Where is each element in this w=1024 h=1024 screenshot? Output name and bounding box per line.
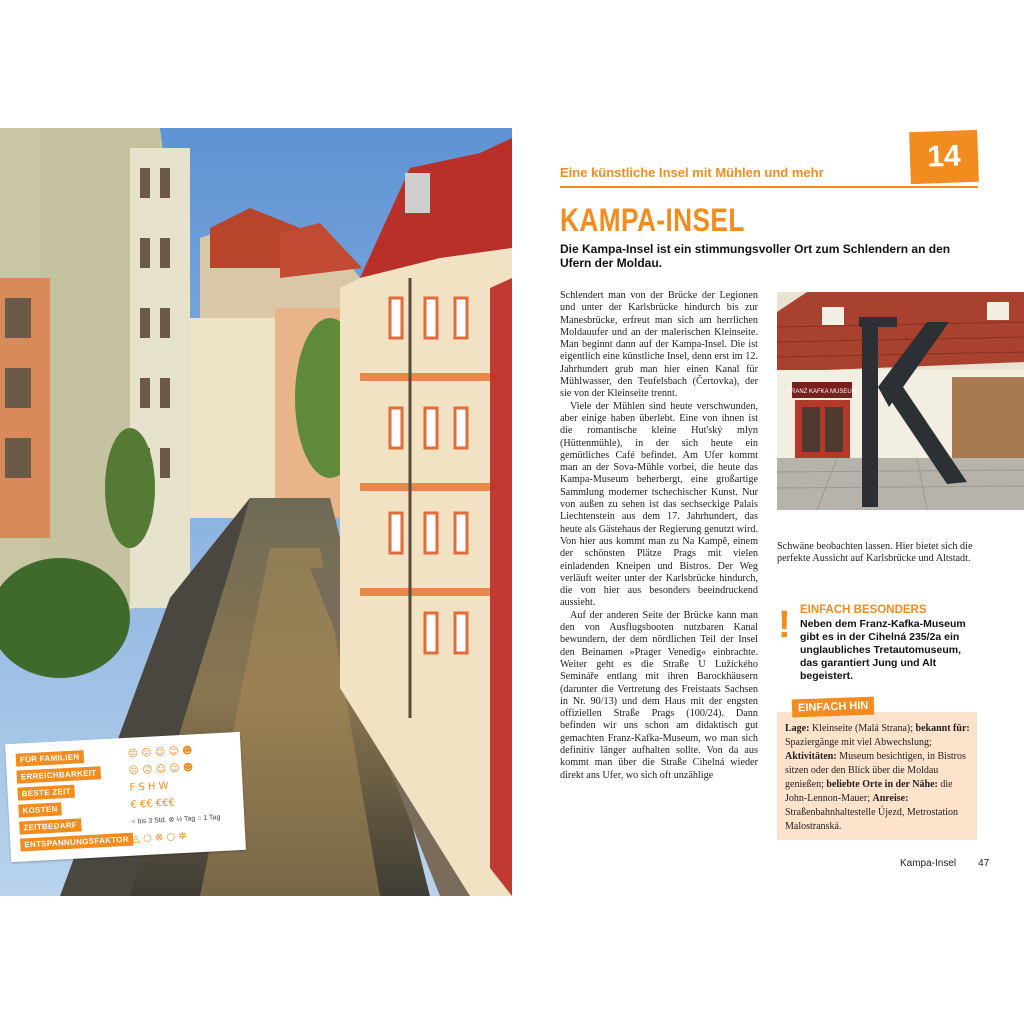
rating-row-time-needed: ○ bis 3 Std. ⊗ ½ Tag ○ 1 Tag (131, 814, 221, 826)
howto-label-activities: Aktivitäten: (785, 751, 837, 762)
rating-row-costs: € €€ €€€ (130, 797, 176, 811)
howto-label-known-for: bekannt für: (915, 723, 970, 734)
rating-values (127, 741, 221, 848)
howto-text-known-for: Spaziergänge mit viel Abwechslung; (785, 737, 932, 748)
rating-row-best-time: F S H W (129, 780, 169, 794)
howto-label-nearby: beliebte Orte in der Nähe: (826, 779, 938, 790)
kafka-museum-photo (777, 292, 1024, 510)
rating-label-families: FÜR FAMILIEN (16, 750, 84, 767)
tip-title: EINFACH BESONDERS (800, 604, 927, 616)
rating-row-families: ☹ ☹ ☺ ☺ ☻ (127, 745, 193, 760)
exclamation-icon: ! (778, 604, 791, 646)
body-column (560, 290, 758, 782)
lead-paragraph: Die Kampa-Insel ist ein stimmungsvoller Ort zum Schlendern an den Ufern der Moldau. (560, 242, 951, 270)
howto-tag: EINFACH HIN (792, 697, 875, 718)
howto-text-nearby: die John-Lennon-Mauer; (785, 779, 953, 804)
rating-label-relaxation: ENTSPANNUNGSFAKTOR (20, 833, 133, 852)
page-number: 47 (978, 858, 990, 869)
rating-row-reachability: ☹ ☹ ☺ ☺ ☻ (128, 762, 194, 777)
body-paragraph-2: Viele der Mühlen sind heute verschwunden, aber einige haben überlebt. Eine von ihnen ist die romantische kleine Hut'ský mlyn (Hüttenmühle), in der sich heute ein gemütliches Café befindet. Am Ufer kommt man an der Sova-Mühle vorbei, die heute das Kampa-Museum beherbergt, eine großartige Sammlung moderner tschechischer Kunst. Nur von außen zu sehen ist das sechseckige Palais Liechtenstein aus dem 17. Jahrhundert, das heute als Gästehaus der Regierung genutzt wird. Von hier aus kommt man zu Na Kampě, einem der schönsten Plätze Prags mit vielen einladenden Kneipen und Bistros. Der Weg verläuft weiter unter der Karlsbrücke hindurch, die von hier aus besonders beeindruckend aussieht. (560, 400, 758, 609)
body-paragraph-3: Auf der anderen Seite der Brücke kann man den von Ausflugsbooten nutzbaren Kanal bewundern, der dem nördlichen Teil der Insel den Beinamen »Prager Venedig« einbrachte. Weiter geht es die Straße U Lužického Semináře entlang mit ihren Barockhäusern (darunter die Vertretung des Freistaats Sachsen in Nr. 90/13) und dem Haus mit der engsten offiziellen Straße Prags (100/24). Dann befinden wir uns schon am didaktisch gut gemachten Franz-Kafka-Museum, wo man sich definitiv länger aufhalten sollte. Von da aus kommt man über die Straße Cihelná wieder direkt ans Ufer, wo sich oft unzählige (560, 609, 758, 781)
rating-labels (16, 748, 134, 856)
rating-label-best-time: BESTE ZEIT (17, 785, 75, 801)
rating-label-reachability: ERREICHBARKEIT (16, 766, 100, 783)
rating-card (5, 732, 246, 862)
body-paragraph-1: Schlendert man von der Brücke der Legionen und unter der Karlsbrücke hindurch bis zur Manesbrücke, erfreut man sich am herrlichen Moldauufer und an der malerischen Kleinseite. Man beginnt dann auf der Kampa-Insel. Die ist eigentlich eine künstliche Insel, denn erst im 12. Jahrhundert grub man hier einen Kanal für Mühlwasser, den Teufelsbach (Čertovka), der sie von der Kleinseite trennt. (560, 290, 758, 400)
chapter-subtitle: Eine künstliche Insel mit Mühlen und mehr (560, 165, 824, 180)
rating-label-time-needed: ZEITBEDARF (19, 818, 81, 834)
howto-box (777, 712, 977, 840)
page-title: KAMPA-INSEL (560, 202, 745, 238)
howto-text-location: Kleinseite (Malá Strana); (809, 723, 916, 734)
rating-label-costs: KOSTEN (18, 802, 62, 817)
title-rule (560, 186, 978, 188)
howto-text-activities: Museum besichtigen, in Bistros sitzen oder den Blick über die Moldau genießen; (785, 751, 966, 790)
howto-label-location: Lage: (785, 723, 810, 734)
body-continued: Schwäne beobachten lassen. Hier bietet sich die perfekte Aussicht auf Karlsbrücke und Altstadt. (777, 541, 973, 565)
page-footer (900, 858, 989, 869)
howto-text-arrival: Straßenbahnhaltestelle Újezd, Metrostation Malostranská. (785, 807, 959, 832)
chapter-number-badge: 14 (909, 130, 979, 184)
rating-row-relaxation: ◬ ○ ⊗ ○ ✲ (131, 830, 188, 845)
text-page (512, 128, 1024, 896)
book-spread (0, 128, 1024, 896)
canal-photo (0, 128, 512, 896)
tip-text: Neben dem Franz-Kafka-Museum gibt es in der Cihelná 235/2a ein unglaubliches Tretautomuseum, das garantiert Jung und Alt begeistert. (800, 618, 966, 682)
kafka-museum-illustration (777, 292, 1024, 510)
footer-section: Kampa-Insel (900, 858, 957, 869)
museum-sign: FRANZ KAFKA MUSEUM (787, 389, 857, 395)
howto-label-arrival: Anreise: (872, 793, 909, 804)
